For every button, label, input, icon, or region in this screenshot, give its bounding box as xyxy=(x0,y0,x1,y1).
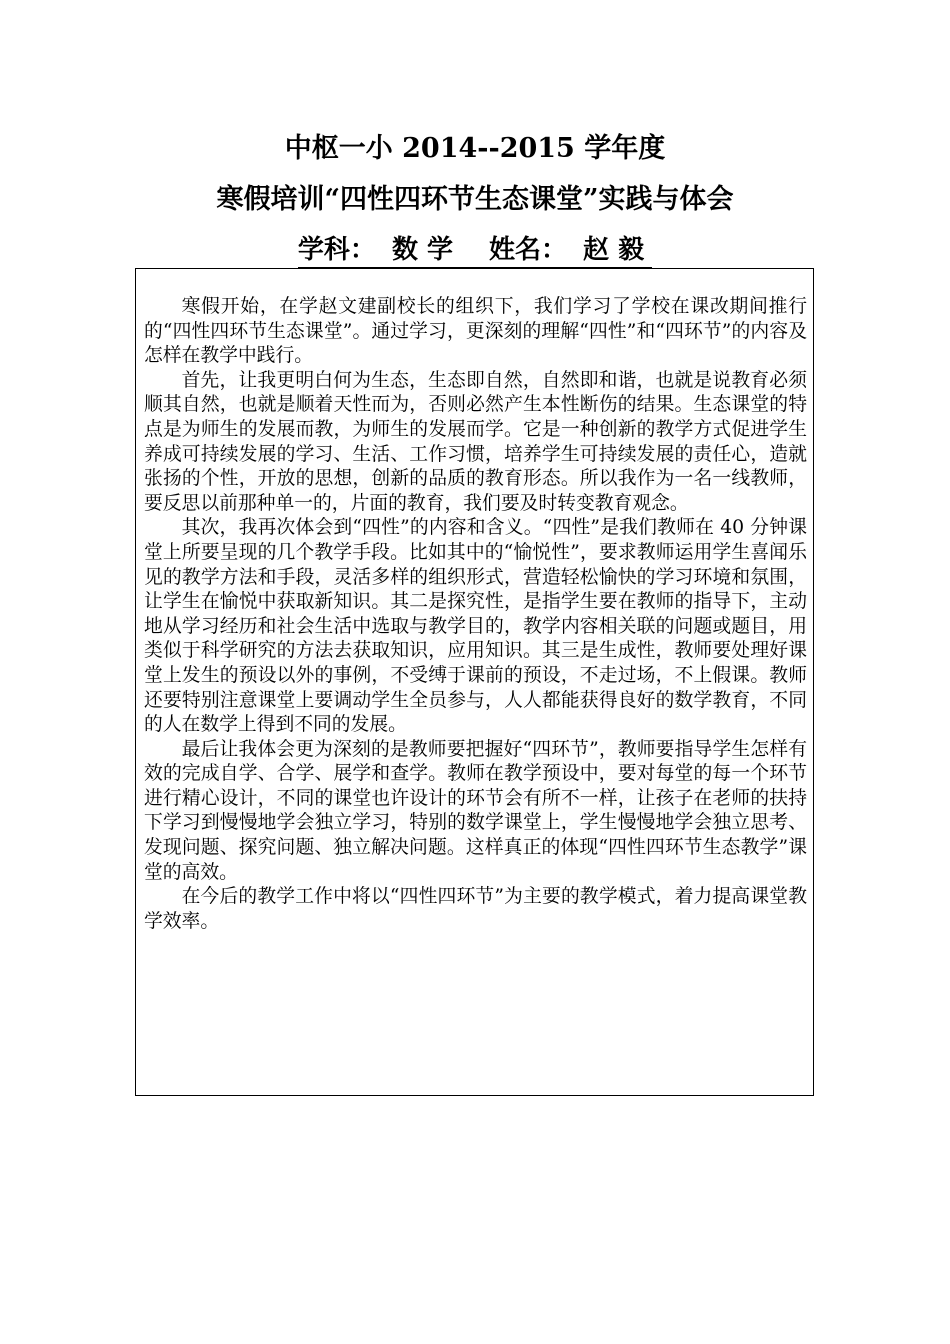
paragraph: 首先，让我更明白何为生态，生态即自然，自然即和谐，也就是说教育必须顺其自然，也就是顺着天性而为，否则必然产生本性断伤的结果。生态课堂的特点是为师生的发展而教，为师生的发展而学。它是一种创新的教学方式促进学生养成可持续发展的学习、生活、工作习惯，培养学生可持续发展的责任心，造就张扬的个性，开放的思想，创新的品质的教育形态。所以我作为一名一线教师，要反思以前那种单一的，片面的教育，我们要及时转变教育观念。 xyxy=(144,369,807,514)
content-box xyxy=(135,268,814,1096)
document-title: 中枢一小 2014--2015 学年度 xyxy=(284,133,666,164)
subject-label: 学科： xyxy=(297,235,376,265)
subject-field xyxy=(298,234,652,269)
name-label: 姓名： xyxy=(489,235,568,265)
document-subtitle: 寒假培训“四性四环节生态课堂”实践与体会 xyxy=(216,184,734,215)
paragraph: 其次，我再次体会到“四性”的内容和含义。“四性”是我们教师在 40 分钟课堂上所要呈现的几个教学手段。比如其中的“愉悦性”，要求教师运用学生喜闻乐见的教学方法和手段，灵活多样的组织形式，营造轻松愉快的学习环境和氛围，让学生在愉悦中获取新知识。其二是探究性，是指学生要在教师的指导下，主动地从学习经历和社会生活中选取与教学目的，教学内容相关联的问题或题目，用类似于科学研究的方法去获取知识，应用知识。其三是生成性，教师要处理好课堂上发生的预设以外的事例，不受缚于课前的预设，不走过场，不上假课。教师还要特别注意课堂上要调动学生全员参与，人人都能获得良好的数学教育，不同的人在数学上得到不同的发展。 xyxy=(144,517,807,736)
content-text xyxy=(144,295,807,934)
paragraph: 寒假开始，在学赵文建副校长的组织下，我们学习了学校在课改期间推行的“四性四环节生态课堂”。通过学习，更深刻的理解“四性”和“四环节”的内容及怎样在教学中践行。 xyxy=(144,296,807,367)
name-value: 赵 毅 xyxy=(583,235,645,265)
subject-name-line xyxy=(0,234,950,269)
paragraph: 在今后的教学工作中将以“四性四环节”为主要的教学模式，着力提高课堂教学效率。 xyxy=(144,886,807,932)
subject-value: 数 学 xyxy=(391,235,453,265)
paragraph: 最后让我体会更为深刻的是教师要把握好“四环节”，教师要指导学生怎样有效的完成自学、合学、展学和查学。教师在教学预设中，要对每堂的每一个环节进行精心设计，不同的课堂也许设计的环节会有所不一样，让孩子在老师的扶持下学习到慢慢地学会独立学习，特别的数学课堂上，学生慢慢地学会独立思考、发现问题、探究问题、独立解决问题。这样真正的体现“四性四环节生态教学”课堂的高效。 xyxy=(144,738,807,883)
